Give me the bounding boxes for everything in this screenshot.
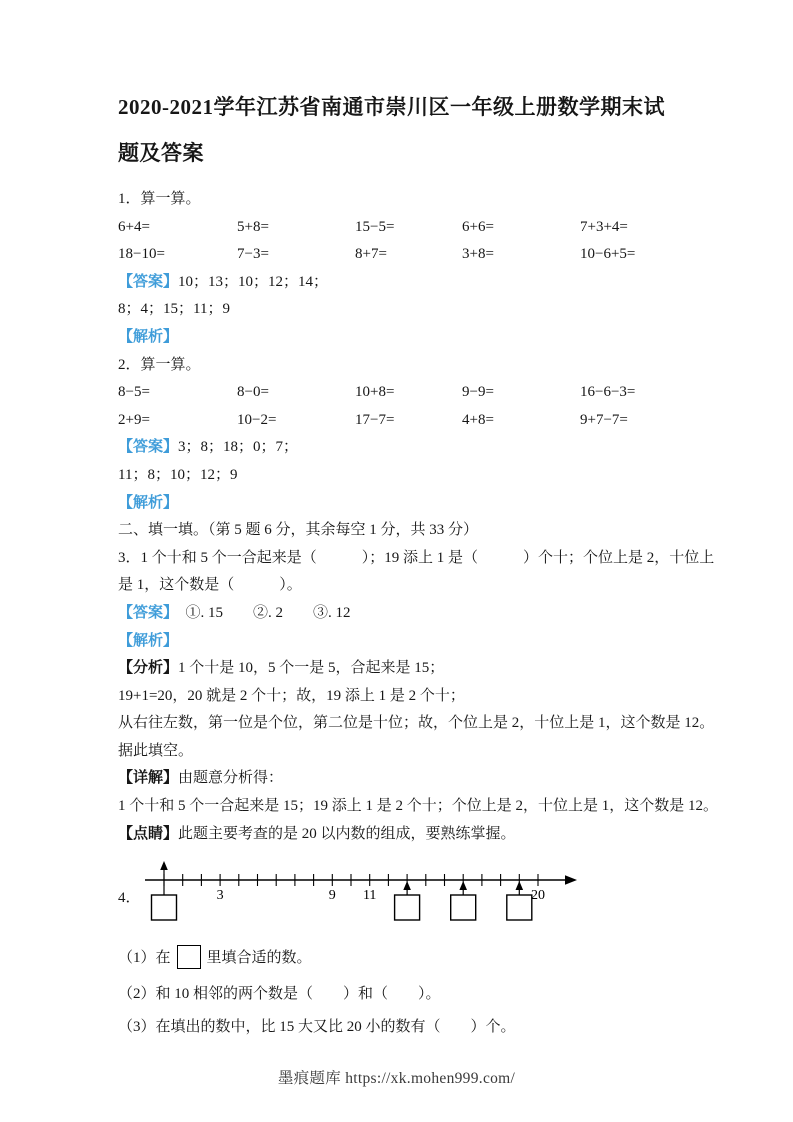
math-expression: 7+3+4= [580, 218, 628, 235]
note-text: 此题主要考查的是 20 以内数的组成，要熟练掌握。 [178, 825, 516, 842]
svg-text:9: 9 [328, 888, 336, 904]
math-expression: 2+9= [118, 411, 150, 428]
q2-analysis-tag [118, 490, 676, 518]
doc-title-line1: 2020-2021学年江苏省南通市崇川区一年级上册数学期末试 [118, 95, 665, 119]
q1-analysis-tag [118, 324, 676, 352]
svg-text:20: 20 [531, 888, 545, 904]
analysis-text: 1 个十是 10，5 个一是 5，合起来是 15； [178, 660, 445, 677]
math-expression: 16−6−3= [580, 384, 636, 401]
svg-text:11: 11 [362, 888, 377, 904]
q1-heading: 1．算一算。 [118, 191, 201, 207]
q3-analysis-line2: 19+1=20，20 就是 2 个十；故，19 添上 1 是 2 个十； [118, 687, 465, 704]
number-line-svg [144, 860, 592, 924]
math-expression: 10+8= [355, 384, 395, 401]
q3-text-line1: 3．1 个十和 5 个一合起来是（ ）；19 添上 1 是（ ）个十；个位上是 2，十位上 [118, 549, 715, 566]
answer-values: 3；8；18；0；7； [178, 439, 299, 456]
math-expression: 10−6+5= [580, 246, 636, 263]
q4-sub2: （2）和 10 相邻的两个数是（ ）和（ ）。 [118, 986, 441, 1003]
math-expression: 4+8= [462, 411, 494, 428]
analysis-tag: 【解析】 [118, 632, 179, 649]
section2-heading: 二、填一填。（第 5 题 6 分，其余每空 1 分，共 33 分） [118, 522, 479, 539]
answer-tag: 【答案】 [118, 604, 171, 621]
q3-analysis-line3: 从右往左数，第一位是个位，第二位是十位；故，个位上是 2，十位上是 1，这个数是 12。 [118, 715, 715, 732]
math-expression: 9−9= [462, 384, 494, 401]
math-expression: 8−5= [118, 384, 150, 401]
doc-title [118, 84, 676, 176]
math-expression: 10−2= [237, 411, 277, 428]
q4-subquestions [118, 938, 676, 1044]
q2-row1 [118, 379, 676, 407]
sub1-post: 里填合适的数。 [206, 950, 312, 967]
q1-answer-line2: 8；4；15；11；9 [118, 301, 230, 318]
sub1-pre: （1）在 [118, 950, 171, 967]
answer-box [507, 895, 532, 920]
math-expression: 7−3= [237, 246, 269, 263]
q3-analysis-line1 [118, 655, 676, 683]
doc-title-line2: 题及答案 [118, 141, 204, 165]
answer-box [395, 895, 420, 920]
math-expression: 9+7−7= [580, 411, 628, 428]
q3-note-line [118, 821, 676, 849]
math-expression: 17−7= [355, 411, 395, 428]
q3-analysis-line4: 据此填空。 [118, 742, 194, 759]
answer-box [152, 895, 177, 920]
answer-box [451, 895, 476, 920]
q1-answer-line1 [118, 269, 676, 297]
q2-answer-line2: 11；8；10；12；9 [118, 466, 238, 483]
q3-detail-line: 1 个十和 5 个一合起来是 15；19 添上 1 是 2 个十；个位上是 2，十位上是 1，这个数是 12。 [118, 798, 719, 815]
math-expression: 8+7= [355, 246, 387, 263]
math-expression: 8−0= [237, 384, 269, 401]
answer-values: 10；13；10；12；14； [178, 273, 329, 290]
math-expression: 15−5= [355, 218, 395, 235]
math-expression: 6+6= [462, 218, 494, 235]
q2-answer-line1 [118, 434, 676, 462]
math-expression: 18−10= [118, 246, 165, 263]
detail-text: 由题意分析得： [178, 770, 284, 787]
q3-text-line2: 是 1，这个数是（ ）。 [118, 577, 302, 594]
footer [0, 1066, 793, 1088]
answer-tag: 【答案】 [118, 439, 179, 456]
math-expression: 5+8= [237, 218, 269, 235]
q4-sub1 [118, 938, 676, 978]
svg-text:3: 3 [216, 888, 224, 904]
analysis-tag: 【解析】 [118, 494, 179, 511]
q4-block [118, 860, 676, 924]
answer-values: ①. 15 ②. 2 ③. 12 [170, 604, 351, 621]
q4-sub3: （3）在填出的数中，比 15 大又比 20 小的数有（ ）个。 [118, 1019, 516, 1036]
analysis-tag: 【解析】 [118, 328, 179, 345]
fenxi-tag: 【分析】 [118, 660, 179, 677]
q2-row2 [118, 407, 676, 435]
xiangjie-tag: 【详解】 [118, 770, 179, 787]
q2-heading: 2．算一算。 [118, 356, 201, 373]
math-expression: 6+4= [118, 218, 150, 235]
fill-box [177, 945, 201, 969]
q1-row2 [118, 241, 676, 269]
footer-link[interactable]: 墨痕题库 https://xk.mohen999.com/ [277, 1070, 516, 1087]
q3-answer-line [118, 600, 676, 628]
q4-number: 4． [118, 890, 141, 907]
math-expression: 3+8= [462, 246, 494, 263]
answer-tag: 【答案】 [118, 273, 179, 290]
q3-detail-intro [118, 765, 676, 793]
q3-analysis-tag [118, 628, 676, 656]
q1-row1 [118, 214, 676, 242]
dianjing-tag: 【点睛】 [118, 825, 179, 842]
